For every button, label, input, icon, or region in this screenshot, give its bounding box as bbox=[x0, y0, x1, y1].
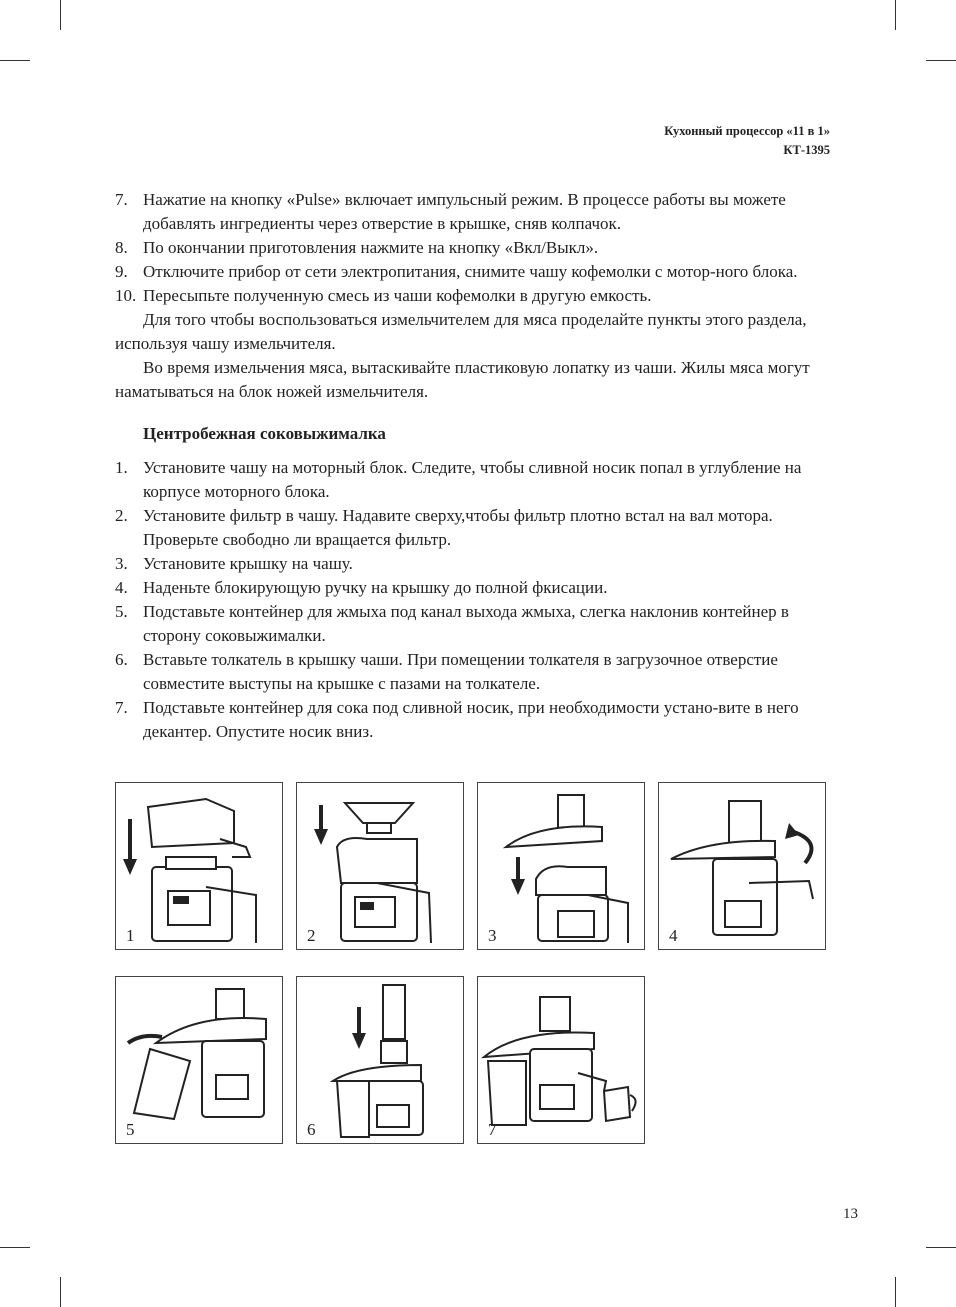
crop-mark bbox=[0, 60, 30, 61]
list-juicer-steps bbox=[115, 456, 831, 744]
crop-mark bbox=[926, 60, 956, 61]
figure-step-6 bbox=[296, 976, 464, 1144]
crop-mark bbox=[60, 1277, 61, 1307]
item-number: 1. bbox=[115, 458, 128, 477]
page-number: 13 bbox=[843, 1206, 858, 1222]
crop-mark bbox=[926, 1247, 956, 1248]
list-item bbox=[115, 456, 831, 504]
item-number: 4. bbox=[115, 578, 128, 597]
figure-label: 5 bbox=[126, 1120, 135, 1139]
item-text: Установите чашу на моторный блок. Следите, чтобы сливной носик попал в углубление на корпусе моторного блока. bbox=[143, 458, 802, 501]
figure-label: 3 bbox=[488, 926, 497, 945]
figure-label: 4 bbox=[669, 926, 678, 945]
item-number: 3. bbox=[115, 554, 128, 573]
list-item bbox=[115, 260, 831, 284]
running-header bbox=[664, 122, 830, 160]
crop-mark bbox=[0, 1247, 30, 1248]
section-title: Центробежная соковыжималка bbox=[143, 424, 386, 443]
page-body bbox=[115, 188, 831, 744]
header-model: КТ-1395 bbox=[783, 143, 830, 157]
figure-label: 1 bbox=[126, 926, 135, 945]
crop-mark bbox=[60, 0, 61, 30]
juicer-illustration bbox=[116, 977, 284, 1145]
item-text: Нажатие на кнопку «Pulse» включает импульсный режим. В процессе работы вы можете добавлять ингредиенты через отверстие в крышке, сняв колпачок. bbox=[143, 190, 786, 233]
figure-step-7 bbox=[477, 976, 645, 1144]
list-item bbox=[115, 504, 831, 552]
item-text: Установите фильтр в чашу. Надавите сверху,чтобы фильтр плотно встал на вал мотора. Проверьте свободно ли вращается фильтр. bbox=[143, 506, 773, 549]
juicer-illustration bbox=[478, 977, 646, 1145]
juicer-illustration bbox=[297, 783, 465, 951]
item-text: По окончании приготовления нажмите на кнопку «Вкл/Выкл». bbox=[143, 238, 599, 257]
paragraph: Во время измельчения мяса, вытаскивайте пластиковую лопатку из чаши. Жилы мяса могут наматываться на блок ножей измельчителя. bbox=[115, 358, 810, 401]
crop-mark bbox=[895, 1277, 896, 1307]
list-coffee-steps bbox=[115, 188, 831, 308]
crop-mark bbox=[895, 0, 896, 30]
figure-step-4 bbox=[658, 782, 826, 950]
item-text: Пересыпьте полученную смесь из чаши кофемолки в другую емкость. bbox=[143, 286, 652, 305]
list-item bbox=[115, 236, 831, 260]
item-number: 5. bbox=[115, 602, 128, 621]
list-item bbox=[115, 576, 831, 600]
item-text: Подставьте контейнер для сока под сливной носик, при необходимости устано-вите в него декантер. Опустите носик вниз. bbox=[143, 698, 799, 741]
list-item bbox=[115, 600, 831, 648]
item-number: 8. bbox=[115, 238, 128, 257]
list-item bbox=[115, 552, 831, 576]
list-item bbox=[115, 188, 831, 236]
item-number: 6. bbox=[115, 650, 128, 669]
figure-step-3 bbox=[477, 782, 645, 950]
figure-label: 7 bbox=[488, 1120, 497, 1139]
item-number: 2. bbox=[115, 506, 128, 525]
item-text: Отключите прибор от сети электропитания, снимите чашу кофемолки с мотор-ного блока. bbox=[143, 262, 798, 281]
header-product: Кухонный процессор «11 в 1» bbox=[664, 124, 830, 138]
item-number: 9. bbox=[115, 262, 128, 281]
juicer-illustration bbox=[297, 977, 465, 1145]
item-text: Наденьте блокирующую ручку на крышку до полной фкисации. bbox=[143, 578, 608, 597]
item-number: 7. bbox=[115, 190, 128, 209]
figure-label: 6 bbox=[307, 1120, 316, 1139]
item-text: Установите крышку на чашу. bbox=[143, 554, 353, 573]
list-item bbox=[115, 648, 831, 696]
figure-label: 2 bbox=[307, 926, 316, 945]
item-text: Подставьте контейнер для жмыха под канал выхода жмыха, слегка наклонив контейнер в сторону соковыжималки. bbox=[143, 602, 789, 645]
juicer-illustration bbox=[116, 783, 284, 951]
item-number: 10. bbox=[115, 286, 137, 305]
paragraph: Для того чтобы воспользоваться измельчителем для мяса проделайте пункты этого раздела, используя чашу измельчителя. bbox=[115, 310, 807, 353]
list-item bbox=[115, 696, 831, 744]
juicer-illustration bbox=[478, 783, 646, 951]
item-number: 7. bbox=[115, 698, 128, 717]
item-text: Вставьте толкатель в крышку чаши. При помещении толкателя в загрузочное отверстие совместите выступы на крышке с пазами на толкателе. bbox=[143, 650, 778, 693]
list-item bbox=[115, 284, 831, 308]
figure-step-1 bbox=[115, 782, 283, 950]
figure-step-2 bbox=[296, 782, 464, 950]
juicer-illustration bbox=[659, 783, 827, 951]
figure-step-5 bbox=[115, 976, 283, 1144]
